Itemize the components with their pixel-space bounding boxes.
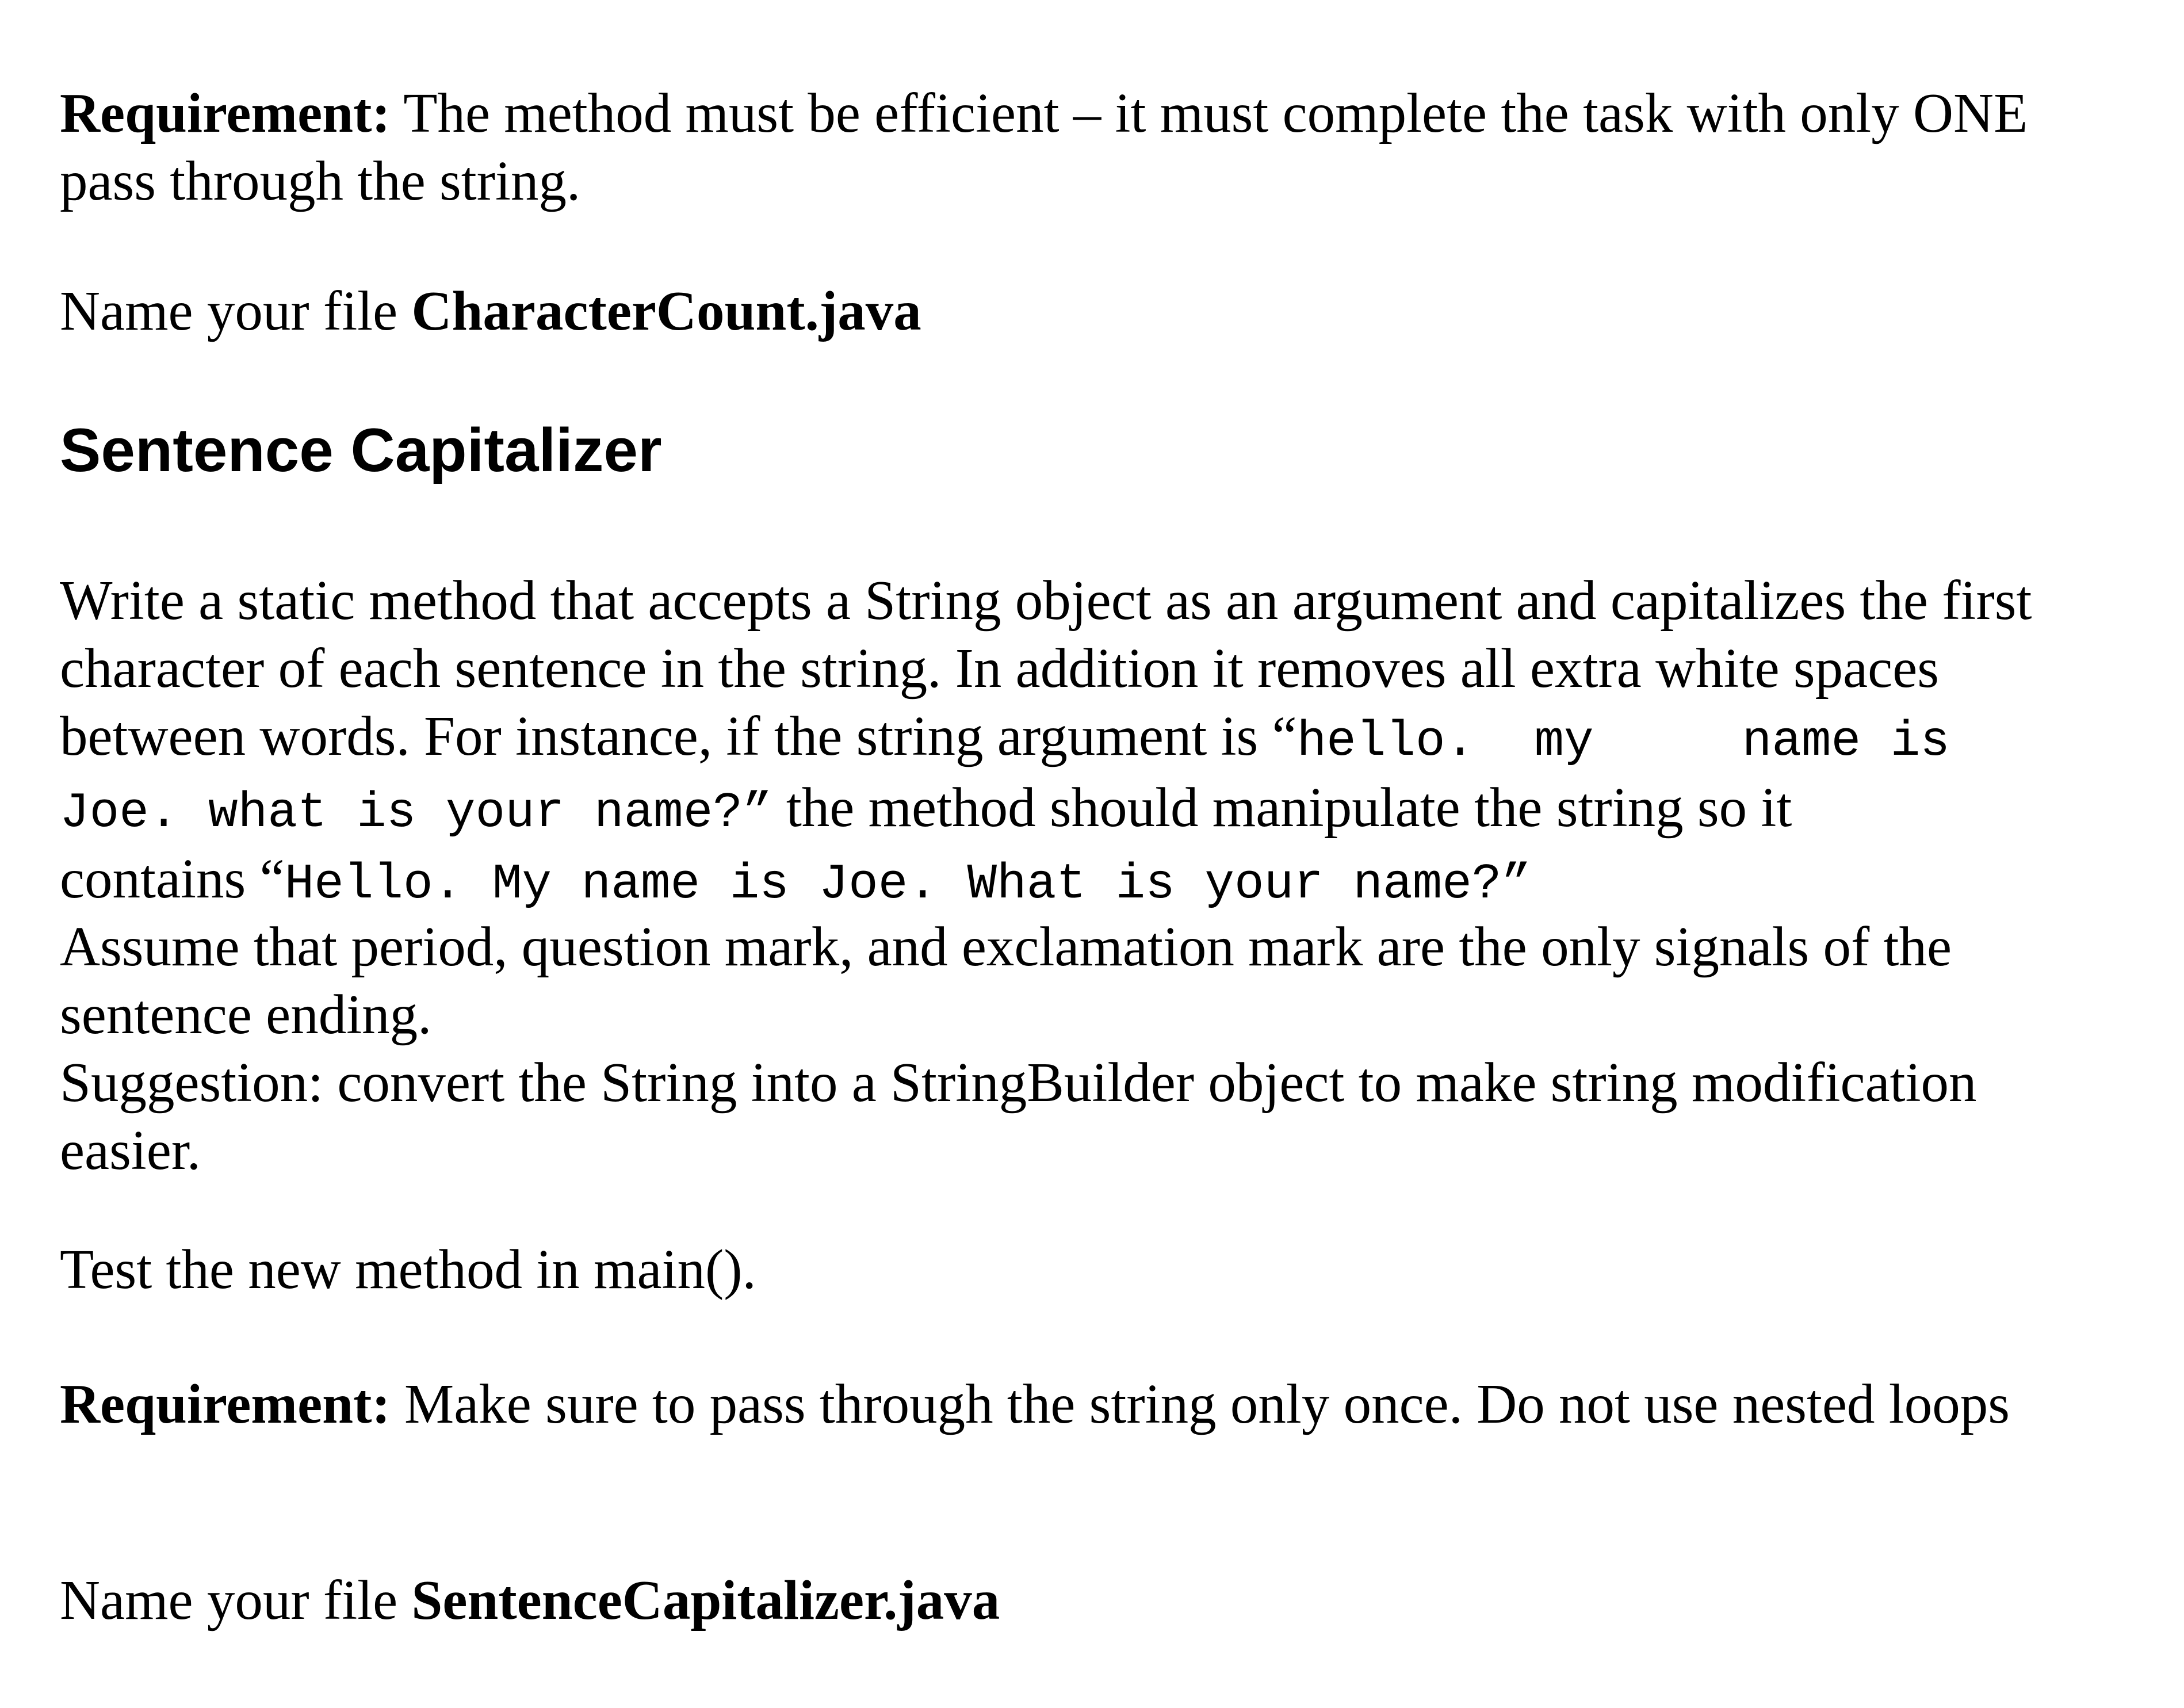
description-line-4-text: the method should manipulate the string so it — [772, 777, 1792, 838]
filename-prefix: Name your file — [60, 280, 412, 342]
description-line-2: character of each sentence in the string. In addition it removes all extra white spaces — [60, 637, 1940, 699]
description-line-6: Assume that period, question mark, and exclamation mark are the only signals of the — [60, 916, 1952, 977]
description-line-5-text: contains “ — [60, 848, 285, 910]
description-line-5 — [60, 845, 2131, 913]
test-instruction: Test the new method in main(). — [60, 1239, 756, 1300]
example-input-code-part-1: hello. my name is — [1296, 713, 1950, 770]
filename-prefix-2: Name your file — [60, 1569, 412, 1631]
description-line-9: easier. — [60, 1119, 201, 1181]
requirement-label-2: Requirement: — [60, 1373, 391, 1435]
requirement-text: The method must be efficient – it must complete the task with only ONE — [390, 82, 2028, 144]
requirement-text-2: Make sure to pass through the string only once. Do not use nested loops — [390, 1373, 2010, 1435]
sentence-capitalizer-filename — [60, 1566, 2131, 1634]
efficiency-requirement-line-1 — [60, 79, 2131, 147]
section-heading: Sentence Capitalizer — [60, 415, 662, 484]
efficiency-requirement-line-2: pass through the string. — [60, 150, 581, 212]
description-line-1: Write a static method that accepts a String object as an argument and capitalizes the first — [60, 570, 2032, 631]
requirement-label: Requirement: — [60, 82, 391, 144]
example-input-code-part-2: Joe. what is your name?” — [60, 785, 772, 841]
description-line-3 — [60, 702, 2131, 774]
character-count-filename — [60, 277, 2131, 345]
description-line-3-text: between words. For instance, if the string argument is “ — [60, 705, 1297, 767]
example-output-code: Hello. My name is Joe. What is your name?” — [284, 856, 1532, 912]
single-pass-requirement — [60, 1370, 2131, 1438]
description-line-8: Suggestion: convert the String into a StringBuilder object to make string modification — [60, 1052, 1977, 1113]
description-line-4 — [60, 774, 2131, 845]
description-line-7: sentence ending. — [60, 984, 432, 1045]
filename-value: CharacterCount.java — [411, 280, 921, 342]
task-description — [60, 567, 2131, 1184]
filename-value-2: SentenceCapitalizer.java — [411, 1569, 1000, 1631]
efficiency-requirement — [60, 79, 2131, 216]
